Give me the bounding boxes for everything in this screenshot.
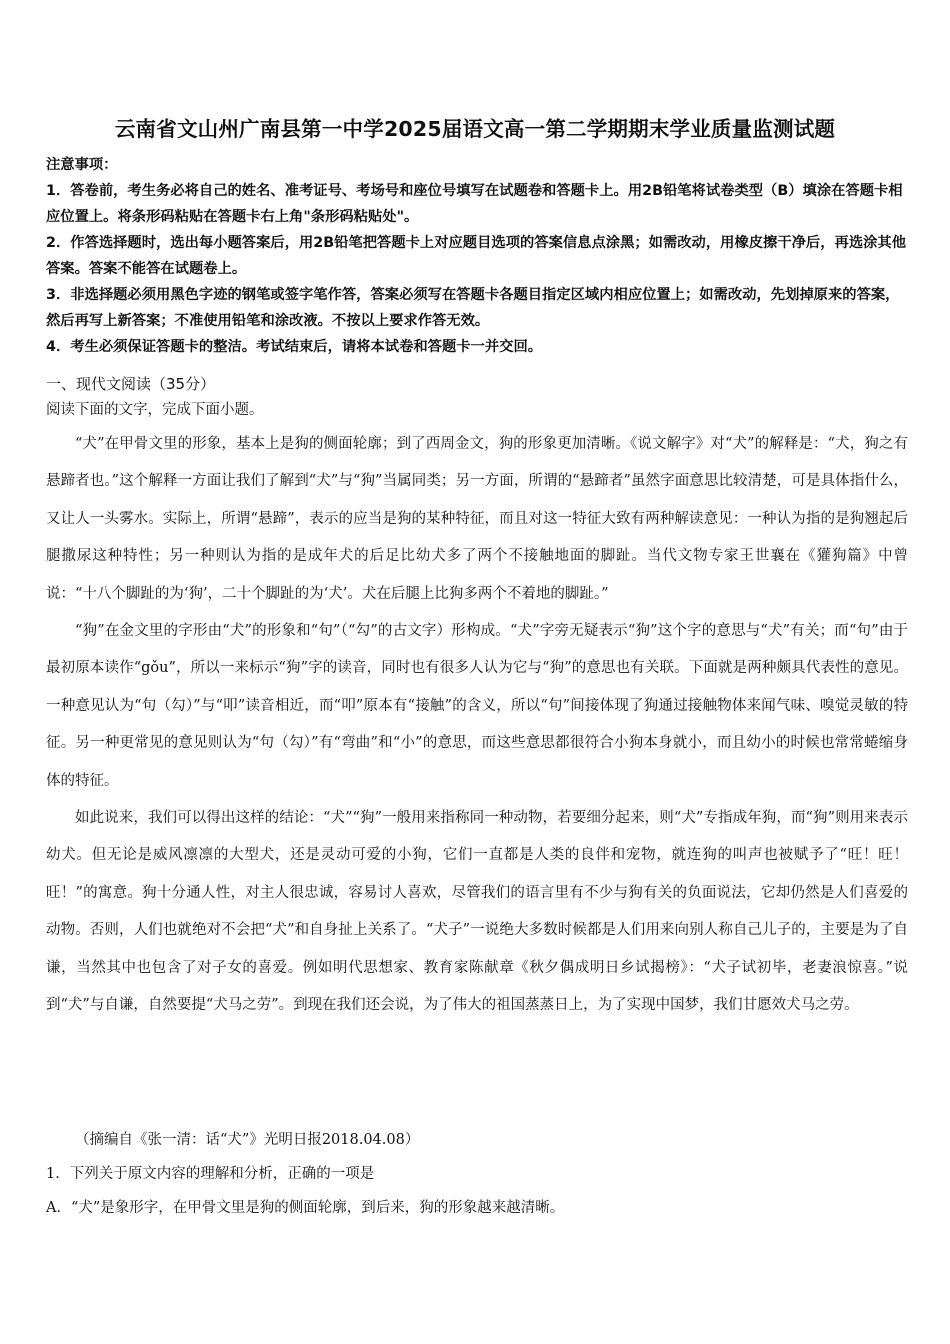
notice-item-3: 3．非选择题必须用黑色字迹的钢笔或签字笔作答，答案必须写在答题卡各题目指定区域内相应位置上；如需改动，先划掉原来的答案，然后再写上新答案；不准使用铅笔和涂改液。不按以上要求作答无效。 xyxy=(46,287,900,329)
notice-item-4: 4．考生必须保证答题卡的整洁。考试结束后，请将本试卷和答题卡一并交回。 xyxy=(46,339,543,355)
passage-paragraph-1: “犬”在甲骨文里的形象，基本上是狗的侧面轮廓；到了西周金文，狗的形象更加清晰。《说文解字》对“犬”的解释是：“犬，狗之有悬蹄者也。”这个解释一方面让我们了解到“犬”与“狗”当属同类；另一方面，所谓的“悬蹄者”虽然字面意思比较清楚，可是具体指什么，又让人一头雾水。实际上，所谓“悬蹄”，表示的应当是狗的某种特征，而且对这一特征大致有两种解读意见：一种认为指的是狗翘起后腿撒尿这种特性；另一种则认为指的是成年犬的后足比幼犬多了两个不接触地面的脚趾。当代文物专家王世襄在《獾狗篇》中曾说：“十八个脚趾的为‘狗’，二十个脚趾的为‘犬’。犬在后腿上比狗多两个不着地的脚趾。” xyxy=(46,436,908,602)
passage-paragraph-2: “狗”在金文里的字形由“犬”的形象和“句”（“勾”的古文字）形构成。“犬”字旁无疑表示“狗”这个字的意思与“犬”有关；而“句”由于最初原本读作“gǒu”，所以一来标示“狗”字的读音，同时也有很多人认为它与“狗”的意思也有关联。下面就是两种颇具代表性的意见。一种意见认为“句（勾）”与“叩”读音相近，而“叩”原本有“接触”的含义，所以“句”间接体现了狗通过接触物体来闻气味、嗅觉灵敏的特征。另一种更常见的意见则认为“句（勾）”有“弯曲”和“小”的意思，而这些意思都很符合小狗本身就小，而且幼小的时候也常常蜷缩身体的特征。 xyxy=(46,623,908,789)
notice-heading: 注意事项： xyxy=(46,157,118,173)
notice-item-2: 2．作答选择题时，选出每小题答案后，用2B铅笔把答题卡上对应题目选项的答案信息点涂黑；如需改动，用橡皮擦干净后，再选涂其他答案。答案不能答在试题卷上。 xyxy=(46,235,907,277)
question-stem: 1．下列关于原文内容的理解和分析，正确的一项是 xyxy=(46,1166,375,1182)
section-intro: 阅读下面的文字，完成下面小题。 xyxy=(46,402,264,418)
notice-block xyxy=(46,152,910,360)
section-heading: 一、现代文阅读（35分） xyxy=(46,375,216,393)
question-option-a: A．“犬”是象形字，在甲骨文里是狗的侧面轮廓，到后来，狗的形象越来越清晰。 xyxy=(46,1200,565,1216)
exam-title: 云南省文山州广南县第一中学2025届语文高一第二学期期末学业质量监测试题 xyxy=(114,117,836,141)
passage-source: （摘编自《张一清：话“犬”》光明日报2018.04.08） xyxy=(75,1132,420,1148)
passage-paragraph-3: 如此说来，我们可以得出这样的结论：“犬”“狗”一般用来指称同一种动物，若要细分起来，则“犬”专指成年狗，而“狗”则用来表示幼犬。但无论是威风凛凛的大型犬，还是灵动可爱的小狗，它们一直都是人类的良伴和宠物，就连狗的叫声也被赋予了“旺！旺！旺！”的寓意。狗十分通人性，对主人很忠诚，容易讨人喜欢，尽管我们的语言里有不少与狗有关的负面说法，它却仍然是人们喜爱的动物。否则，人们也就绝对不会把“犬”和自身扯上关系了。“犬子”一说绝大多数时候都是人们用来向别人称自己儿子的，主要是为了自谦，当然其中也包含了对子女的喜爱。例如明代思想家、教育家陈献章《秋夕偶成明日乡试揭榜》：“犬子试初毕，老妻浪惊喜。”说到“犬”与自谦，自然要提“犬马之劳”。到现在我们还会说，为了伟大的祖国蒸蒸日上，为了实现中国梦，我们甘愿效犬马之劳。 xyxy=(46,810,908,1014)
notice-item-1: 1．答卷前，考生务必将自己的姓名、准考证号、考场号和座位号填写在试题卷和答题卡上。用2B铅笔将试卷类型（B）填涂在答题卡相应位置上。将条形码粘贴在答题卡右上角"条形码粘贴处"。 xyxy=(46,183,903,225)
reading-passage xyxy=(46,426,908,1025)
section-header xyxy=(46,371,910,423)
